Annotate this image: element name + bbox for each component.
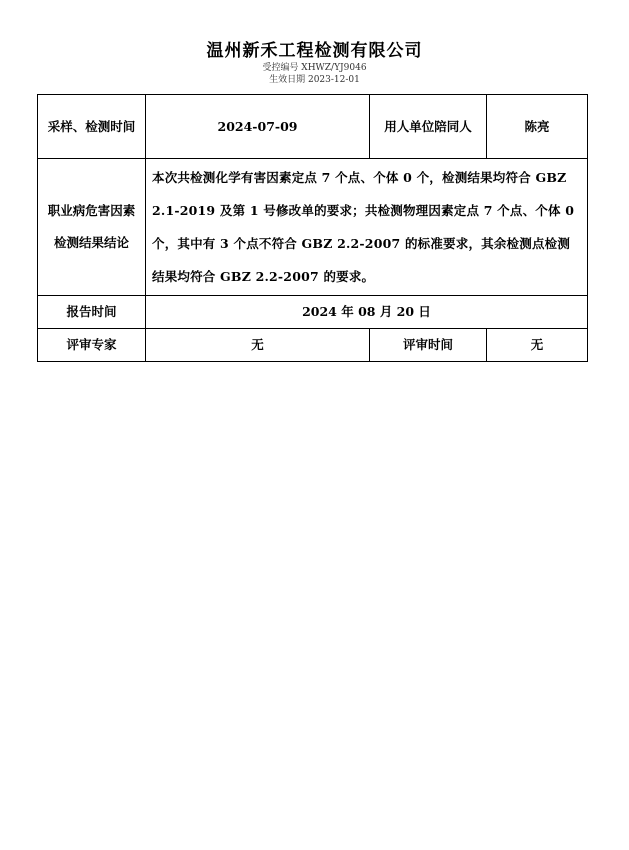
conclusion-label: 职业病危害因素检测结果结论 xyxy=(38,159,146,296)
table-row xyxy=(38,296,588,329)
review-time-label: 评审时间 xyxy=(370,329,487,362)
conclusion-text: 本次共检测化学有害因素定点 7 个点、个体 0 个，检测结果均符合 GBZ 2.1-2019 及第 1 号修改单的要求；共检测物理因素定点 7 个点、个体 0 个，其中有 3 个点不符合 GBZ 2.2-2007 的标准要求，其余检测点检测结果均符合 GBZ 2.2-2007 的要求。 xyxy=(146,159,588,296)
reviewer-value: 无 xyxy=(146,329,370,362)
review-time-value: 无 xyxy=(487,329,588,362)
document-header xyxy=(0,40,629,86)
effective-date: 生效日期 2023-12-01 xyxy=(269,75,360,85)
control-number: 受控编号 XHWZ/YJ9046 xyxy=(262,63,367,73)
reviewer-label: 评审专家 xyxy=(38,329,146,362)
sampling-time-label: 采样、检测时间 xyxy=(38,95,146,159)
table-row xyxy=(38,159,588,296)
table-row xyxy=(38,95,588,159)
sampling-time-value: 2024-07-09 xyxy=(146,95,370,159)
report-time-value: 2024 年 08 月 20 日 xyxy=(146,296,588,329)
accompany-person-value: 陈亮 xyxy=(487,95,588,159)
company-title: 温州新禾工程检测有限公司 xyxy=(206,41,423,61)
report-time-label: 报告时间 xyxy=(38,296,146,329)
accompany-person-label: 用人单位陪同人 xyxy=(370,95,487,159)
table-row xyxy=(38,329,588,362)
report-table xyxy=(37,94,588,362)
